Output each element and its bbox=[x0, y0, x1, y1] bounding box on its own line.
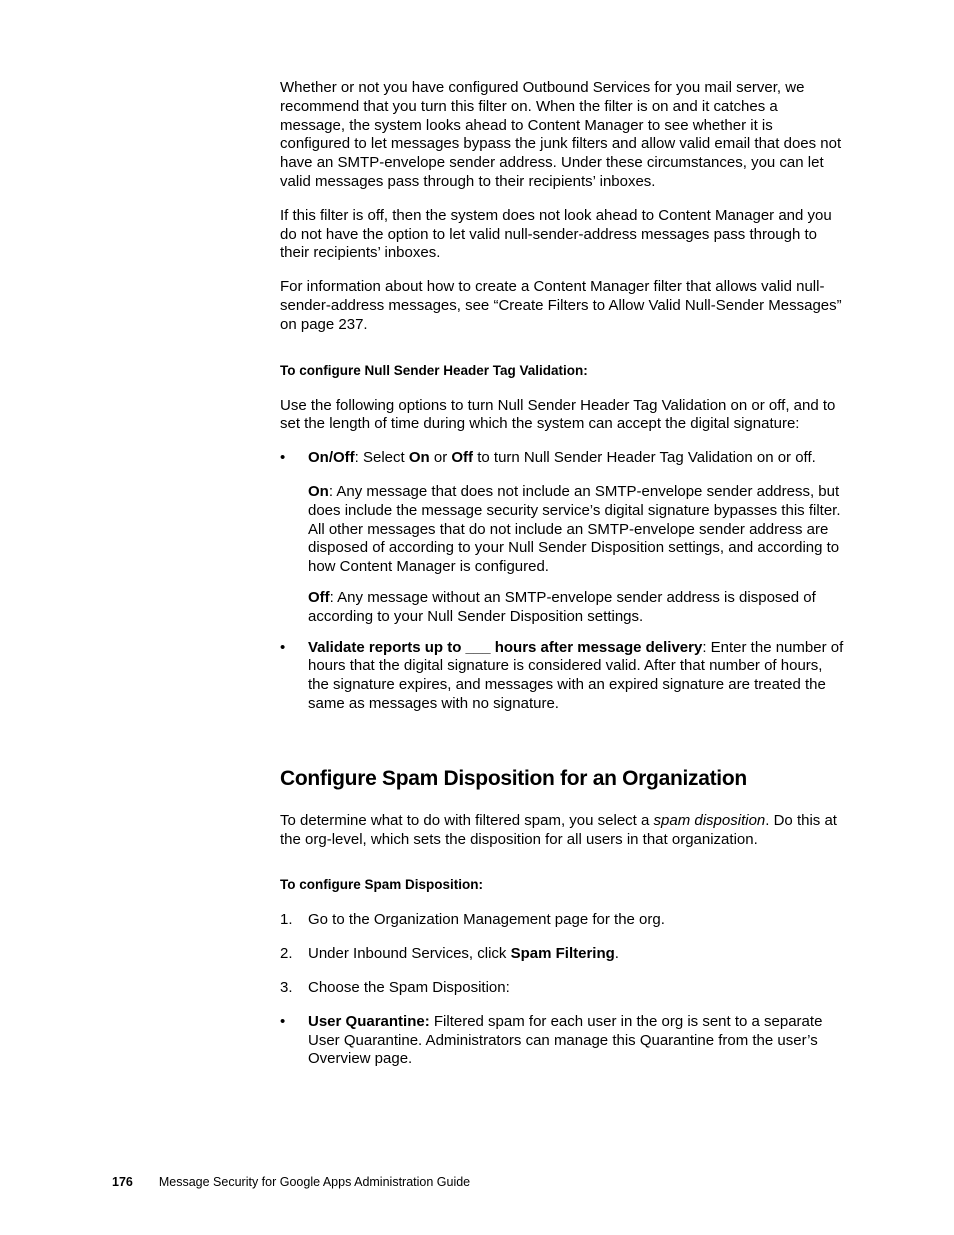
section-heading: Configure Spam Disposition for an Organization bbox=[280, 766, 747, 790]
term: On/Off bbox=[308, 449, 355, 467]
step-item: 3. Choose the Spam Disposition: bbox=[280, 978, 510, 996]
page-footer bbox=[112, 1174, 470, 1190]
term: Validate reports up to ___ hours after message delivery bbox=[308, 638, 703, 656]
paragraph: For information about how to create a Content Manager filter that allows valid null-sender-address messages, see “Create Filters to Allow Valid Null-Sender Messages” on page 237. bbox=[280, 278, 842, 333]
bullet-item-validate: • Validate reports up to ___ hours after message delivery: Enter the number of hours that the digital signature is considered valid. After that number of hours, the signature expires, and messages with an expired signature are treated the same as messages with no signature. bbox=[280, 638, 844, 712]
procedure-heading: To configure Spam Disposition: bbox=[280, 877, 484, 893]
paragraph: Use the following options to turn Null Sender Header Tag Validation on or off, and to set the length of time during which the system can accept the digital signature: bbox=[280, 396, 836, 433]
paragraph: Whether or not you have configured Outbound Services for you mail server, we recommend that you turn this filter on. When the filter is on and it catches a message, the system looks ahead to Content Manager to see whether it is configured to let messages bypass the junk filters and allow valid email that does not have an SMTP-envelope sender address. Under these circumstances, you can let valid messages pass through to their recipients’ inboxes. bbox=[280, 79, 842, 190]
bullet-mark: • bbox=[280, 1012, 286, 1030]
paragraph: To determine what to do with filtered spam, you select a spam disposition. Do this at the org-level, which sets the disposition for all users in that organization. bbox=[280, 811, 837, 848]
step-number: 3. bbox=[280, 978, 293, 996]
page-number: 176 bbox=[112, 1175, 133, 1189]
bullet-item-on-off: • On/Off: Select On or Off to turn Null Sender Header Tag Validation on or off. bbox=[280, 449, 816, 467]
bullet-mark: • bbox=[280, 638, 286, 656]
procedure-heading: To configure Null Sender Header Tag Validation: bbox=[280, 362, 588, 378]
term: User Quarantine: bbox=[308, 1012, 430, 1030]
paragraph: If this filter is off, then the system does not look ahead to Content Manager and you do not have the option to let valid null-sender-address messages pass through to their recipients’ inboxes. bbox=[280, 206, 832, 262]
bullet-item-user-quarantine: • User Quarantine: Filtered spam for each user in the org is sent to a separate User Quarantine. Administrators can manage this Quarantine from the user’s Overview page. bbox=[280, 1012, 823, 1068]
step-item: 2. Under Inbound Services, click Spam Filtering. bbox=[280, 945, 619, 963]
sub-paragraph-on: On: Any message that does not include an SMTP-envelope sender address, but does include the message security service’s digital signature bypasses this filter. All other messages that do not include an SMTP-envelope sender address are disposed of according to your Null Sender Disposition settings, and according to how Content Manager is configured. bbox=[308, 482, 841, 576]
step-number: 1. bbox=[280, 911, 293, 929]
bullet-mark: • bbox=[280, 449, 286, 467]
term: Off bbox=[308, 588, 330, 606]
term: On bbox=[308, 482, 329, 500]
document-title: Message Security for Google Apps Administration Guide bbox=[158, 1175, 471, 1189]
step-number: 2. bbox=[280, 945, 293, 963]
step-item: 1. Go to the Organization Management page for the org. bbox=[280, 911, 665, 929]
sub-paragraph-off: Off: Any message without an SMTP-envelope sender address is disposed of according to your Null Sender Disposition settings. bbox=[308, 588, 816, 625]
page-content bbox=[280, 79, 846, 1069]
